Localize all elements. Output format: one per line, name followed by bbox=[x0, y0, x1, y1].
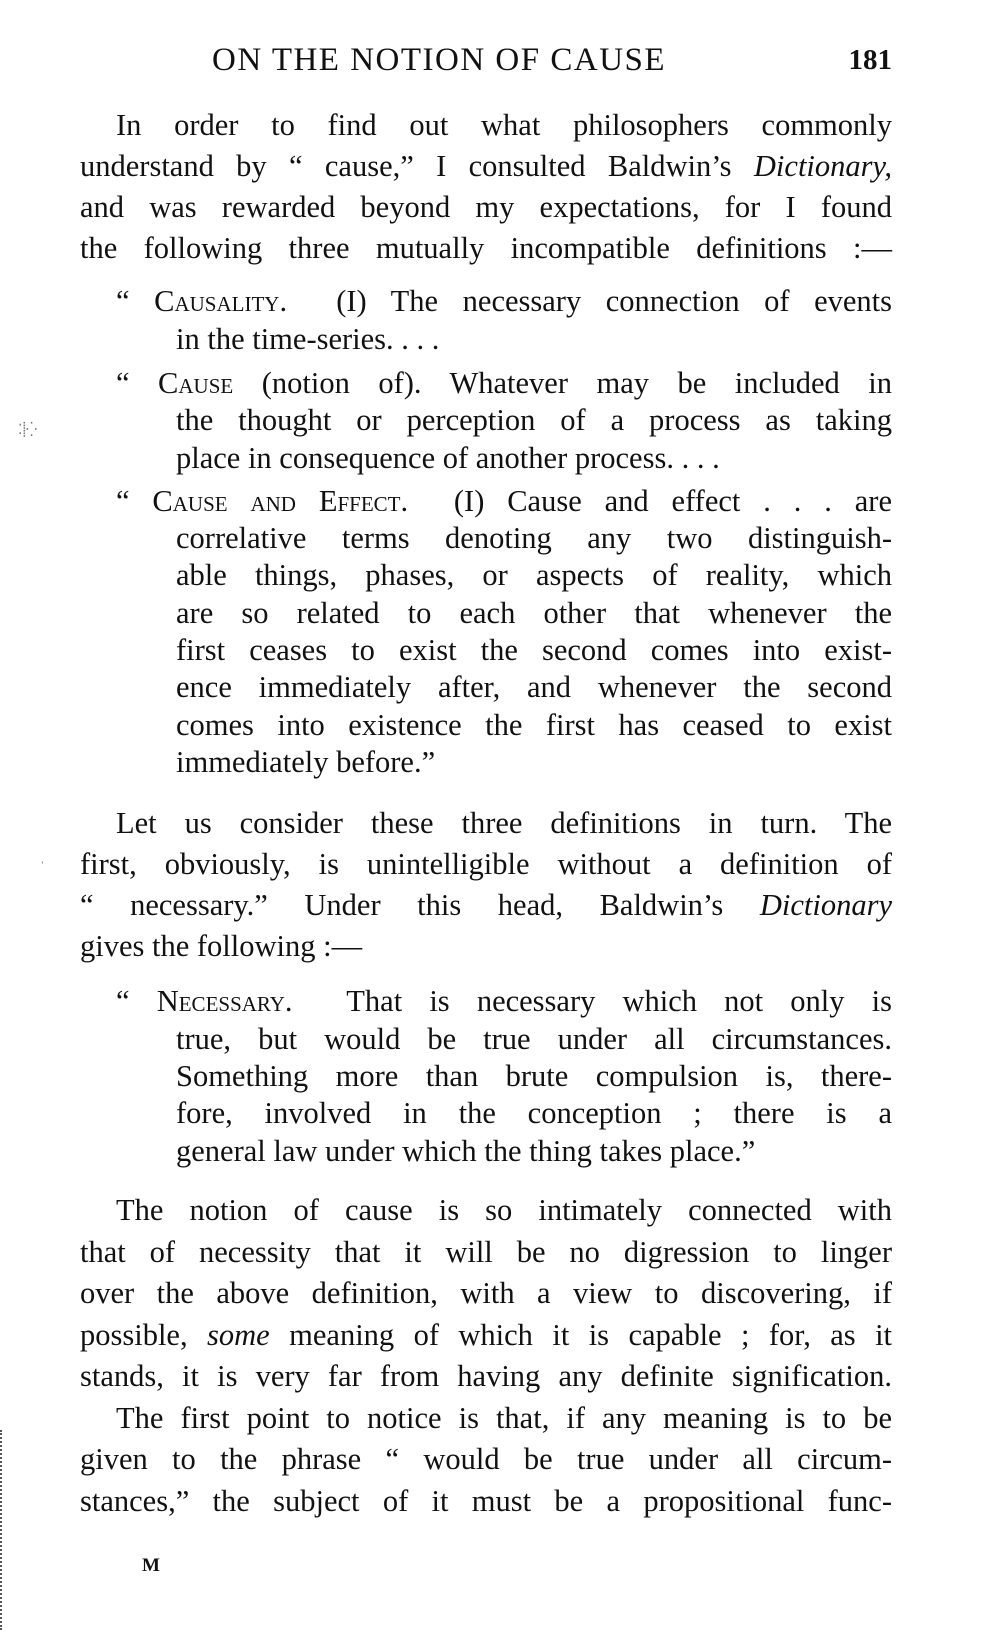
definition-term: Necessary. bbox=[156, 984, 293, 1018]
text-line: In order to find out what philosophers commonly bbox=[116, 108, 892, 142]
text-span: meaning of which it is capable ; for, as it bbox=[289, 1318, 893, 1352]
signature-mark: M bbox=[142, 1555, 160, 1576]
text-span: possible, bbox=[80, 1318, 188, 1352]
page-header bbox=[80, 42, 892, 82]
quote-line: the thought or perception of a process as taking bbox=[176, 403, 892, 437]
quote-line: place in consequence of another process. . . . bbox=[176, 441, 720, 475]
quote-line: able things, phases, or aspects of reality, which bbox=[176, 558, 892, 592]
text-line: over the above definition, with a view to discovering, if bbox=[80, 1276, 892, 1310]
text-span: understand by “ cause,” I consulted Baldwin’s bbox=[80, 149, 732, 183]
italic-emphasis: some bbox=[207, 1318, 270, 1352]
definition-term: Cause bbox=[158, 366, 234, 400]
text-span: (I) The necessary connection of events bbox=[336, 284, 893, 318]
quote-line: in the time-series. . . . bbox=[176, 322, 440, 356]
text-line: given to the phrase “ would be true under all circum- bbox=[80, 1442, 892, 1476]
page-number: 181 bbox=[848, 44, 892, 76]
text-line: stands, it is very far from having any definite signification. bbox=[80, 1359, 892, 1393]
open-quote: “ bbox=[116, 366, 130, 400]
text-span: That is necessary which not only is bbox=[346, 984, 893, 1018]
definition-term: Causality. bbox=[154, 284, 288, 318]
text-span: (I) Cause and effect . . . are bbox=[453, 484, 892, 518]
text-line bbox=[80, 1320, 892, 1351]
running-head: ON THE NOTION OF CAUSE bbox=[212, 42, 667, 78]
quote-line: first ceases to exist the second comes into exist- bbox=[176, 633, 892, 667]
quote-line bbox=[116, 986, 892, 1017]
text-line: the following three mutually incompatible definitions :— bbox=[80, 231, 892, 265]
quote-line: comes into existence the first has ceased to exist bbox=[176, 708, 892, 742]
quote-line bbox=[116, 286, 892, 317]
open-quote: “ bbox=[116, 984, 130, 1018]
quote-line: general law under which the thing takes place.” bbox=[176, 1134, 756, 1168]
quote-line: immediately before.” bbox=[176, 745, 436, 779]
quote-line: ence immediately after, and whenever the second bbox=[176, 670, 892, 704]
margin-scribble: ⁚⸽⁛ bbox=[18, 423, 38, 438]
quote-line: Something more than brute compulsion is, there- bbox=[176, 1059, 892, 1093]
text-line: stances,” the subject of it must be a propositional func- bbox=[80, 1484, 892, 1518]
text-line: The notion of cause is so intimately connected with bbox=[116, 1193, 892, 1227]
text-span: (notion of). Whatever may be included in bbox=[261, 366, 893, 400]
quote-line bbox=[116, 368, 892, 399]
italic-title: Dictionary, bbox=[753, 149, 892, 183]
italic-title: Dictionary bbox=[759, 888, 893, 922]
text-line: The first point to notice is that, if any meaning is to be bbox=[116, 1401, 892, 1435]
text-line: that of necessity that it will be no digression to linger bbox=[80, 1235, 892, 1269]
open-quote: “ bbox=[116, 484, 130, 518]
open-quote: “ bbox=[116, 284, 130, 318]
text-span: “ necessary.” Under this head, Baldwin’s bbox=[80, 888, 724, 922]
definition-term: Cause and Effect. bbox=[152, 484, 409, 518]
margin-mark: ˈ bbox=[40, 860, 45, 875]
text-line bbox=[80, 151, 892, 182]
text-line: and was rewarded beyond my expectations, for I found bbox=[80, 190, 892, 224]
text-line: first, obviously, is unintelligible without a definition of bbox=[80, 847, 892, 881]
quote-line bbox=[116, 486, 892, 517]
quote-line: fore, involved in the conception ; there is a bbox=[176, 1096, 892, 1130]
text-line bbox=[80, 890, 892, 921]
quote-line: are so related to each other that whenever the bbox=[176, 596, 892, 630]
quote-line: true, but would be true under all circumstances. bbox=[176, 1022, 892, 1056]
scan-edge-rule bbox=[0, 1430, 4, 1630]
quote-line: correlative terms denoting any two distinguish- bbox=[176, 521, 892, 555]
text-line: gives the following :— bbox=[80, 929, 363, 963]
text-line: Let us consider these three definitions in turn. The bbox=[116, 806, 892, 840]
